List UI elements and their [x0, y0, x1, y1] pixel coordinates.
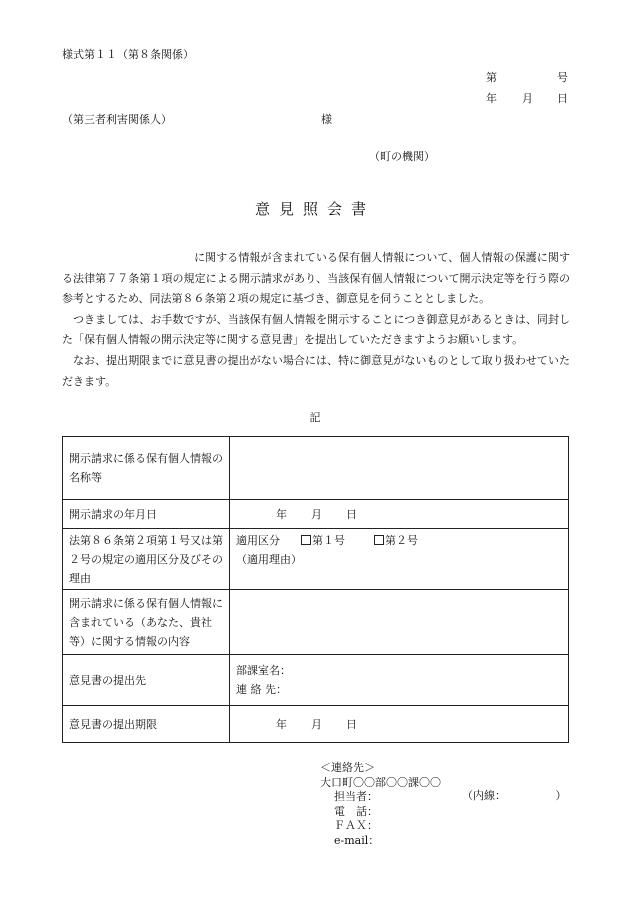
table-row [63, 706, 569, 743]
ki-heading: 記 [309, 411, 321, 424]
contact-email: e-mail： [334, 833, 380, 847]
contact-person: 担当者： [334, 790, 378, 803]
contact-office: 大口町〇〇部〇〇課〇〇 [320, 775, 441, 789]
checkbox-option-1[interactable] [301, 535, 311, 545]
table-row [63, 437, 569, 500]
table-row [63, 500, 569, 529]
items-table [62, 436, 569, 743]
contact-extension: （内線： ） [462, 789, 567, 802]
day-label: 日 [346, 717, 357, 731]
doc-no-suffix: 号 [557, 71, 568, 84]
sender: （町の機関） [369, 150, 435, 163]
paragraph-1-text: に関する情報が含まれている保有個人情報について、個人情報の保護に関する法律第７７条第１項の規定による開示請求があり、当該保有個人情報について開示決定等を行う際の参考とするため、同法第８６条第２項の規定に基づき、御意見を伺うこととしました。 [62, 251, 570, 306]
recipient: （第三者利害関係人） [62, 113, 172, 126]
date-year: 年 [486, 92, 497, 105]
row-value-category [230, 529, 569, 590]
row-label-info-name: 開示請求に係る保有個人情報の名称等 [63, 437, 230, 500]
row-label-deadline: 意見書の提出期限 [63, 706, 230, 743]
row-value-deadline[interactable] [230, 706, 569, 743]
row-label-category: 法第８６条第２項第１号又は第２号の規定の適用区分及びその理由 [63, 529, 230, 590]
option-2-label: 第２号 [385, 534, 418, 547]
page-title: 意見照会書 [254, 200, 375, 218]
contact-phone: 電 話： [334, 804, 378, 818]
document-number [486, 72, 568, 83]
table-row [63, 655, 569, 706]
contact-block [320, 761, 441, 848]
row-value-request-date[interactable] [230, 500, 569, 529]
date-month: 月 [522, 92, 533, 105]
body-paragraph-1 [62, 248, 570, 310]
deadline-date-fields [276, 718, 357, 731]
row-label-submission-to: 意見書の提出先 [63, 655, 230, 706]
dept-label: 部課室名： [236, 664, 291, 677]
checkbox-option-2[interactable] [374, 535, 384, 545]
category-line [236, 531, 562, 550]
year-label: 年 [276, 507, 287, 521]
option-1-label: 第１号 [312, 534, 345, 547]
contact-label: 連 絡 先： [236, 683, 287, 696]
form-number: 様式第１１（第８条関係） [62, 48, 194, 61]
body-paragraph-2: つきましては、お手数ですが、当該保有個人情報を開示することにつき御意見があるときは、同封した「保有個人情報の開示決定等に関する意見書」を提出していただきますようお願いします。 [62, 312, 570, 347]
request-date-fields [276, 508, 357, 521]
contact-heading: ＜連絡先＞ [320, 761, 375, 774]
row-value-info-content[interactable] [230, 590, 569, 655]
row-value-info-name[interactable] [230, 437, 569, 500]
reason-line [236, 550, 562, 569]
table-row [63, 529, 569, 590]
reason-label: （適用理由） [236, 553, 302, 566]
month-label: 月 [311, 717, 322, 731]
year-label: 年 [276, 717, 287, 731]
body-paragraph-3: なお、提出期限までに意見書の提出がない場合には、特に御意見がないものとして取り扱わせていただきます。 [62, 353, 570, 388]
doc-no-prefix: 第 [486, 71, 497, 84]
row-label-request-date: 開示請求の年月日 [63, 500, 230, 529]
body-text [62, 248, 570, 392]
row-value-submission-to [230, 655, 569, 706]
table-row [63, 590, 569, 655]
month-label: 月 [311, 507, 322, 521]
date-day: 日 [557, 92, 568, 105]
honorific: 様 [321, 113, 332, 126]
row-label-info-content: 開示請求に係る保有個人情報に含まれている（あなた、貴社等）に関する情報の内容 [63, 590, 230, 655]
category-label: 適用区分 [236, 534, 280, 547]
day-label: 日 [346, 507, 357, 521]
contact-fax: ＦＡＸ： [334, 819, 378, 832]
